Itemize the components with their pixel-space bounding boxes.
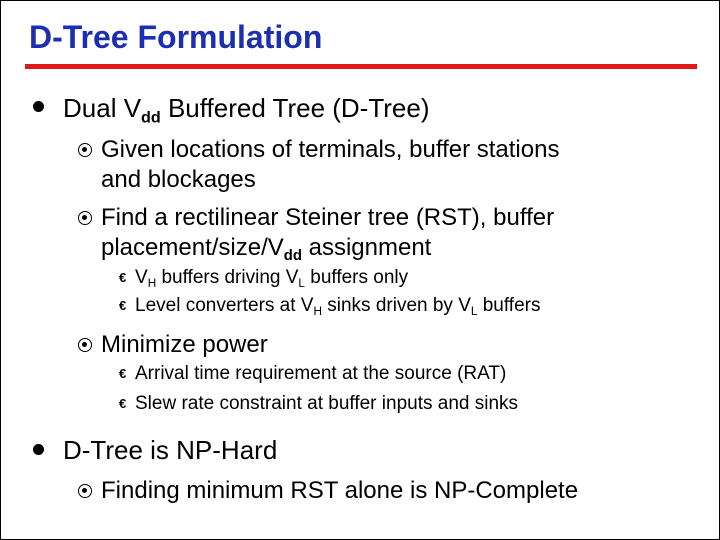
bullet-np-hard: D-Tree is NP-Hard [63, 435, 278, 465]
target-bullet-icon [78, 143, 92, 157]
slide-title: D-Tree Formulation [29, 19, 323, 55]
title-underline [25, 64, 697, 69]
target-bullet-icon [78, 338, 92, 352]
item-given-locations-line2: and blockages [101, 166, 256, 193]
target-bullet-icon [78, 211, 92, 225]
subitem-slew-rate: Slew rate constraint at buffer inputs and sinks [135, 393, 519, 414]
euro-bullet-icon: € [119, 396, 127, 411]
item-find-rst-line1: Find a rectilinear Steiner tree (RST), buffer [101, 204, 555, 231]
item-finding-min-rst: Finding minimum RST alone is NP-Complete [101, 477, 579, 504]
euro-bullet-icon: € [119, 298, 127, 313]
disc-bullet-icon [33, 444, 44, 455]
subitem-vh-buffers: $V_H$ buffers driving $V_L$ buffers only [135, 267, 409, 291]
item-minimize-power: Minimize power [101, 331, 268, 358]
subitem-level-converters: Level converters at $V_H$ sinks driven by $V_L$ buffers [135, 295, 541, 319]
euro-bullet-icon: € [119, 366, 127, 381]
target-bullet-icon [78, 484, 92, 498]
bullet-dual-vdd: Dual $V_{dd}$ Buffered Tree (D-Tree) [63, 93, 430, 127]
euro-bullet-icon: € [119, 270, 127, 285]
subitem-arrival-time: Arrival time requirement at the source (RAT) [135, 363, 507, 384]
item-given-locations-line1: Given locations of terminals, buffer stations [101, 136, 560, 163]
item-find-rst-line2: placement/$size/V_{dd}$ assignment [101, 234, 432, 265]
disc-bullet-icon [33, 101, 44, 112]
